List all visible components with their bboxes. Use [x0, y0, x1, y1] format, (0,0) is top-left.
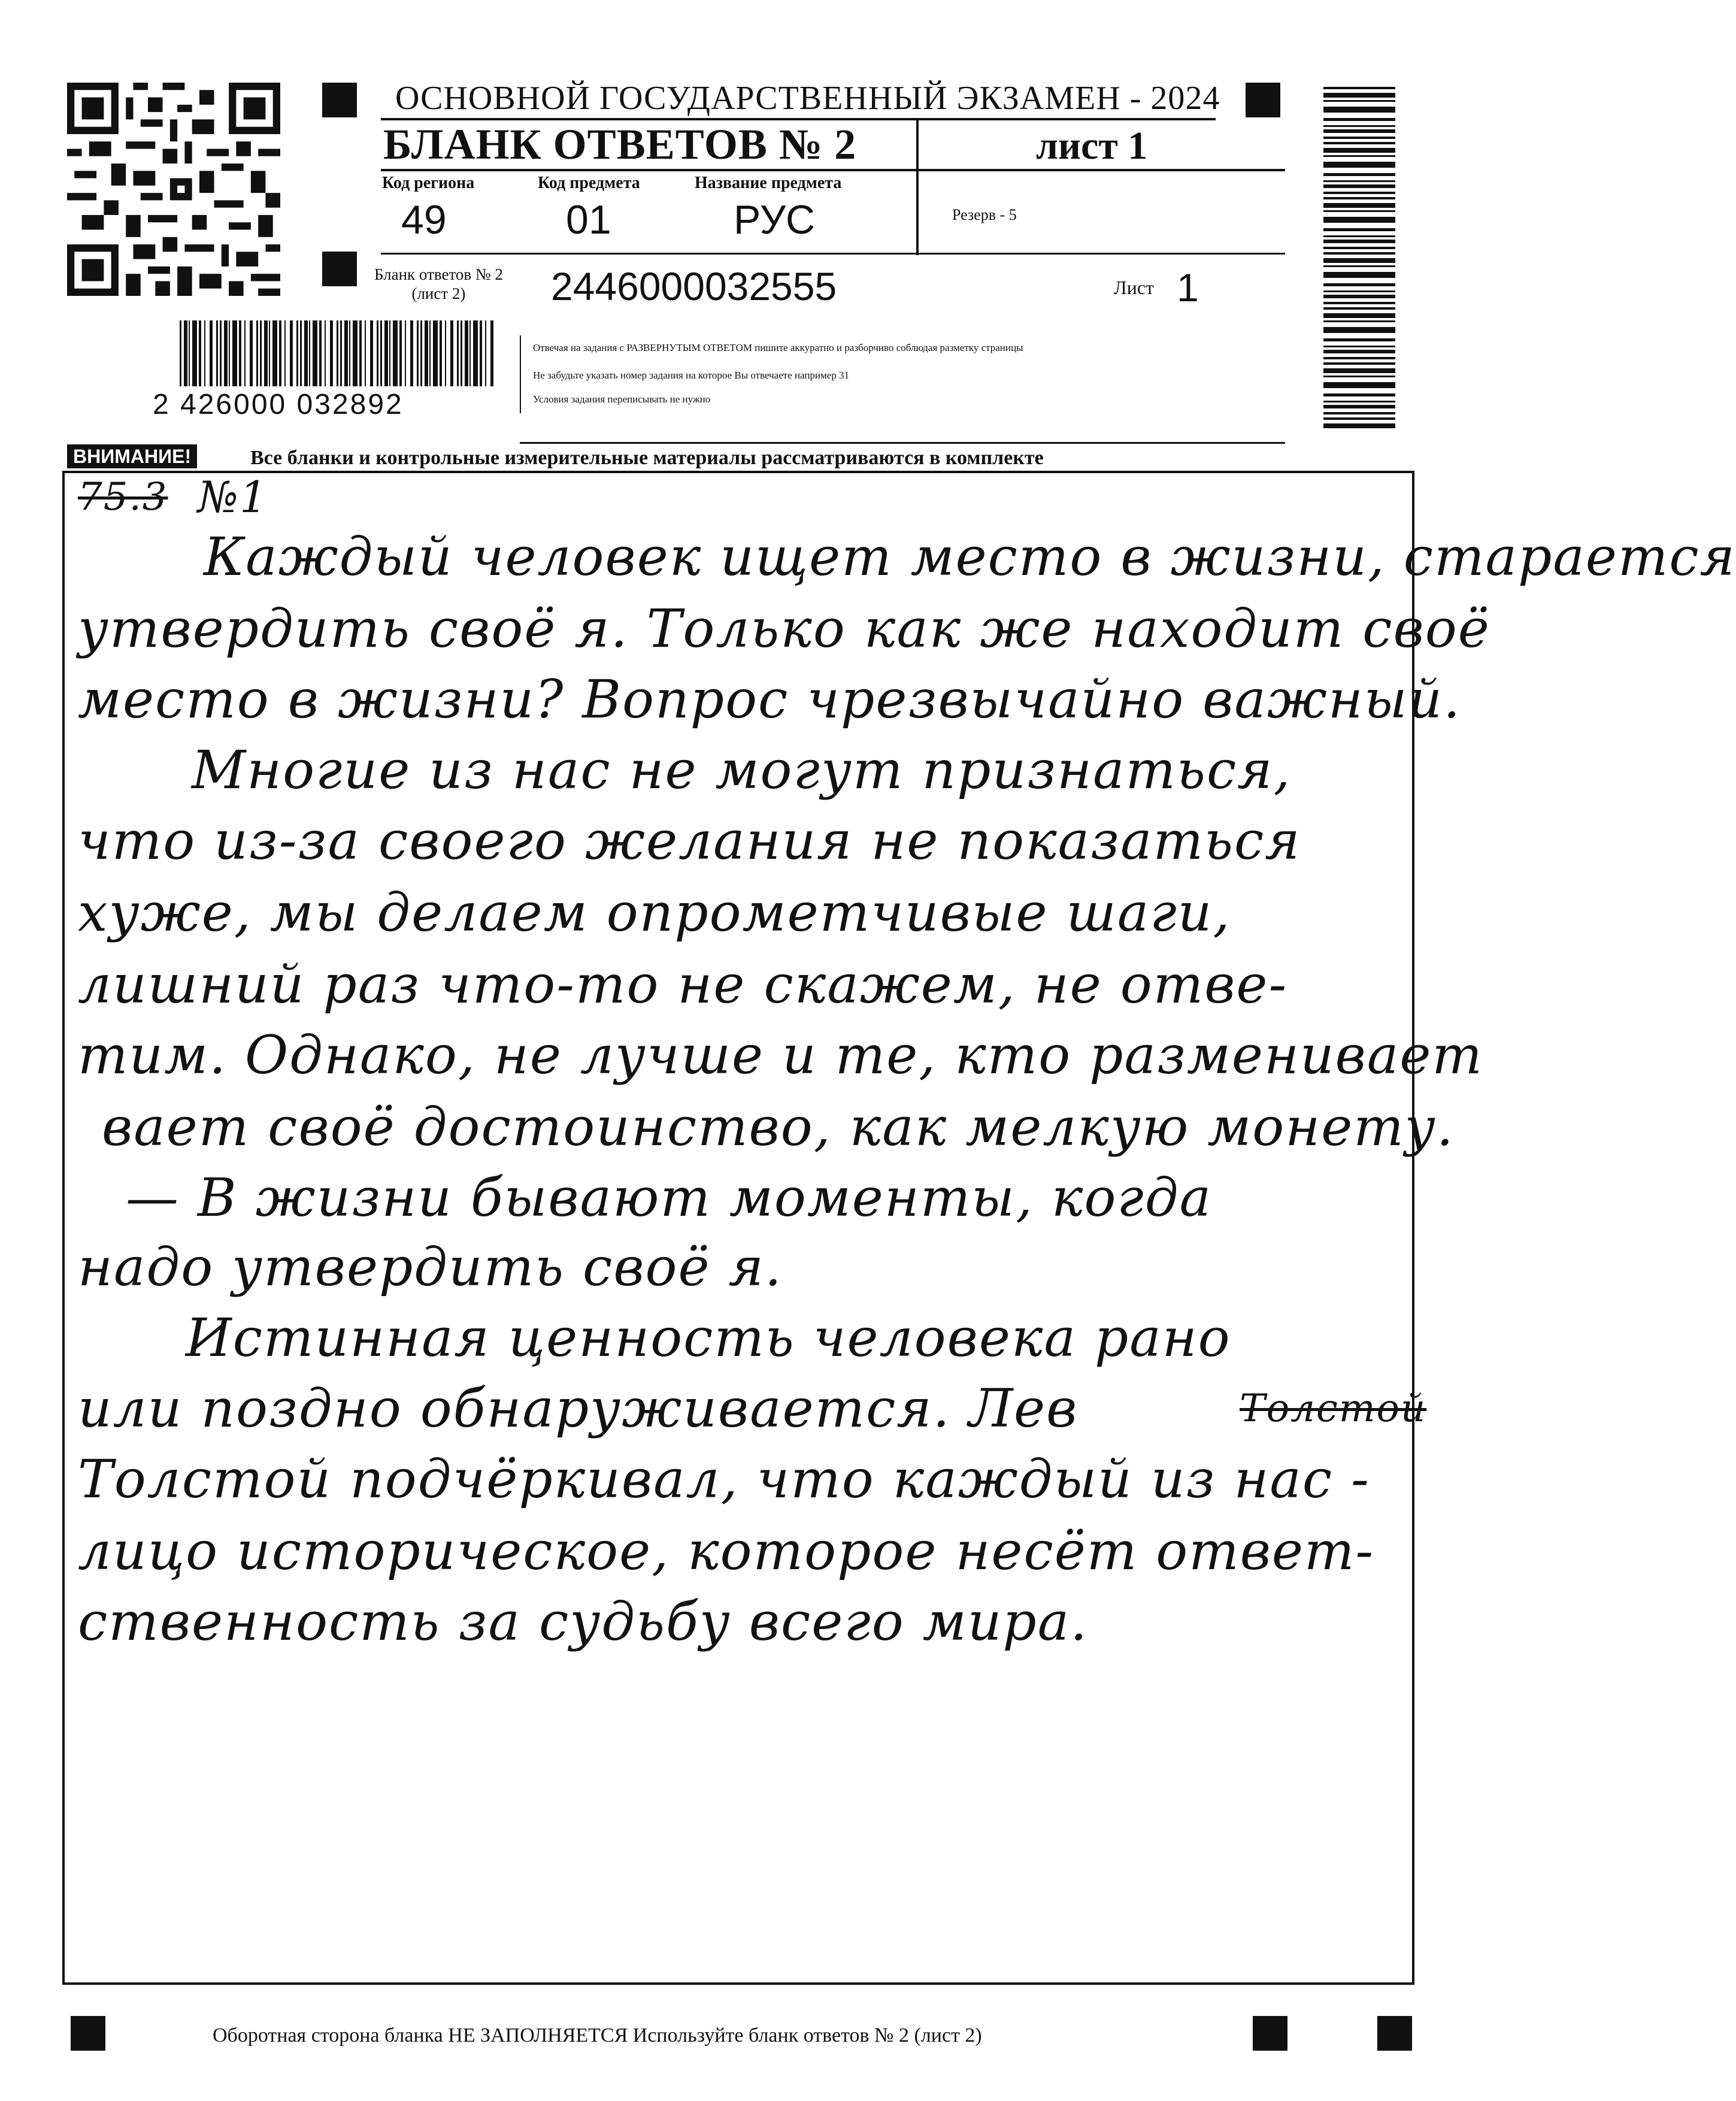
alignment-marker-top-left	[322, 83, 357, 117]
answer-line-5: что из-за своего желания не показаться	[78, 810, 1301, 871]
answer-line-8: тим. Однако, не лучше и те, кто разменивает	[78, 1024, 1483, 1086]
qr-code-icon	[67, 83, 280, 296]
answer-line-3: место в жизни? Вопрос чрезвычайно важный.	[78, 668, 1462, 730]
alignment-marker-bottom-mid	[1253, 2016, 1287, 2051]
form2-number: 2446000032555	[551, 264, 837, 308]
answer-line-2: утвердить своё я. Только как же находит своё	[78, 598, 1490, 659]
answer-line-11: надо утвердить своё я.	[78, 1236, 783, 1298]
header-divider	[916, 120, 919, 255]
subject-name-label: Название предмета	[695, 174, 842, 192]
region-value: 49	[401, 197, 447, 243]
alignment-marker-bottom-right	[1377, 2016, 1412, 2051]
region-label: Код региона	[382, 174, 475, 192]
subject-code-value: 01	[566, 197, 611, 243]
alignment-marker-top-right	[1246, 83, 1280, 117]
instruction-1: Отвечая на задания с РАЗВЕРНУТЫМ ОТВЕТОМ пишите аккуратно и разборчиво соблюдая разметку страницы	[533, 342, 1023, 353]
answer-line-1: Каждый человек ищет место в жизни, старается	[204, 526, 1736, 588]
instruction-left-rule	[520, 335, 521, 413]
answer-line-16: ственность за судьбу всего мира.	[78, 1591, 1089, 1652]
attention-badge: ВНИМАНИЕ!	[67, 444, 197, 468]
answer-line-7: лишний раз что-то не скажем, не отве-	[78, 953, 1288, 1015]
sheet-label: Лист	[1114, 277, 1155, 298]
side-barcode-icon	[1323, 87, 1395, 428]
subject-code-label: Код предмета	[538, 174, 640, 192]
exam-title: ОСНОВНОЙ ГОСУДАРСТВЕННЫЙ ЭКЗАМЕН - 2024	[395, 80, 1220, 117]
alignment-marker-mid-left	[322, 252, 357, 286]
sheet-number: 1	[1177, 265, 1199, 310]
answer-line-4: Многие из нас не могут признаться,	[192, 739, 1292, 801]
alignment-marker-bottom-left	[71, 2016, 105, 2051]
form2-label-line1: Бланк ответов № 2	[374, 265, 503, 283]
answer-line-6: хуже, мы делаем опрометчивые шаги,	[78, 882, 1231, 943]
form-title: БЛАНК ОТВЕТОВ № 2	[383, 120, 857, 168]
header-rule-1	[381, 169, 1285, 171]
attention-text: Все бланки и контрольные измерительные материалы рассматриваются в комплекте	[250, 447, 1044, 469]
barcode-number: 2 426000 032892	[153, 389, 404, 420]
crossed-out-word: Толстой	[1240, 1386, 1427, 1431]
answer-line-12: Истинная ценность человека рано	[186, 1307, 1231, 1369]
crossed-out-number: 75.3	[78, 475, 168, 519]
answer-line-13: или поздно обнаруживается. Лев	[78, 1378, 1078, 1439]
task-number: №1	[198, 472, 268, 522]
instruction-2: Не забудьте указать номер задания на которое Вы отвечаете например 31	[533, 370, 850, 381]
form2-label-line2: (лист 2)	[411, 284, 466, 302]
header-rule-2	[381, 253, 1285, 255]
answer-line-9: вает своё достоинство, как мелкую монету.	[102, 1096, 1455, 1158]
instruction-bottom-rule	[520, 442, 1285, 444]
subject-name-value: РУС	[734, 197, 816, 243]
answer-line-14: Толстой подчёркивал, что каждый из нас -	[78, 1448, 1370, 1510]
instruction-3: Условия задания переписывать не нужно	[533, 393, 711, 405]
answer-line-15: лицо историческое, которое несёт ответ-	[78, 1520, 1375, 1582]
reserve-label: Резерв - 5	[952, 206, 1017, 223]
footer-note: Оборотная сторона бланка НЕ ЗАПОЛНЯЕТСЯ Используйте бланк ответов № 2 (лист 2)	[213, 2024, 982, 2046]
answer-line-10: — В жизни бывают моменты, когда	[126, 1167, 1213, 1228]
sheet-title: лист 1	[1036, 124, 1148, 168]
form2-label	[374, 265, 503, 303]
